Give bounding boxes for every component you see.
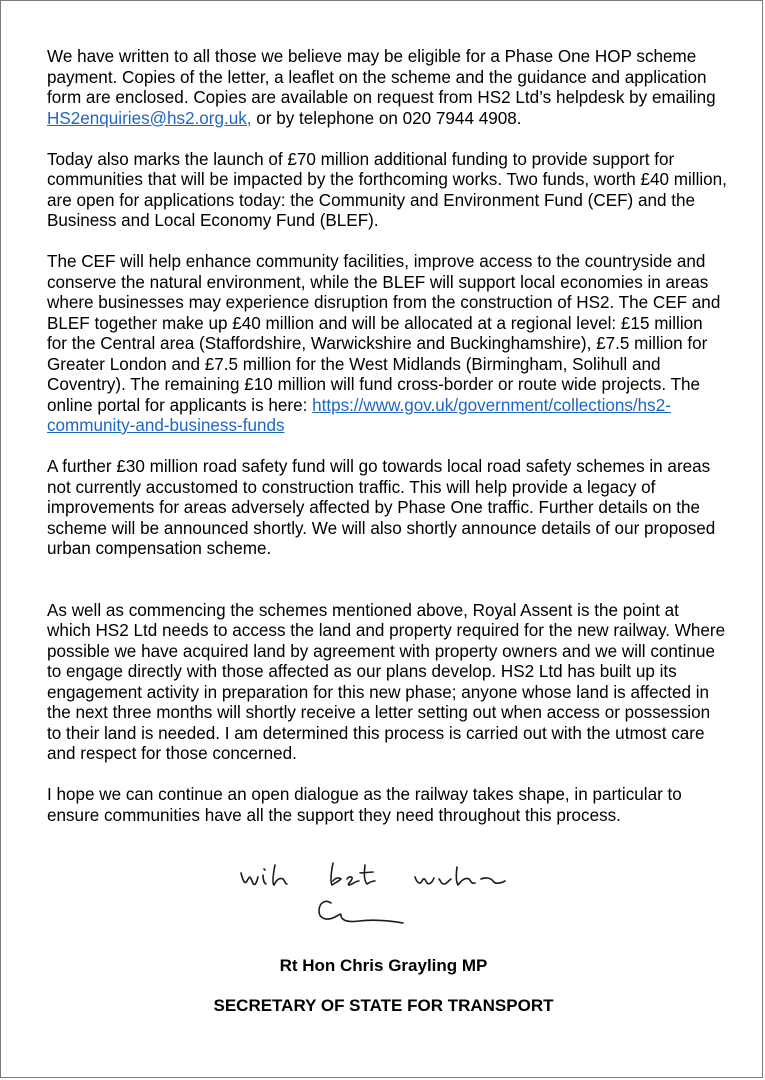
paragraph-funding-launch: Today also marks the launch of £70 million additional funding to provide support for communities that will be impacted by the forthcoming works. Two funds, worth £40 million, are open for applications today: the Community and Environment Fund (CEF) and the Business and Local Economy Fund (BLEF). bbox=[47, 149, 727, 230]
funds-portal-link[interactable]: https://www.gov.uk/government/collections/hs2-community-and-business-funds bbox=[47, 395, 671, 435]
paragraph-hop-text-before: We have written to all those we believe may be eligible for a Phase One HOP scheme payment. Copies of the letter, a leaflet on the scheme and the guidance and application form are enclosed. Copies are available on request from HS2 Ltd’s helpdesk by emailing bbox=[47, 47, 716, 107]
paragraph-road-safety: A further £30 million road safety fund will go towards local road safety schemes in areas not currently accustomed to construction traffic. This will help provide a legacy of improvements for areas adversely affected by Phase One traffic. Further details on the scheme will be announced shortly. We will also shortly announce details of our proposed urban compensation scheme. bbox=[47, 457, 716, 558]
handwritten-signature bbox=[235, 851, 535, 931]
paragraph-hop-text-after: or by telephone on 020 7944 4908. bbox=[251, 108, 522, 128]
paragraph-cef-blef bbox=[47, 252, 727, 437]
paragraph-closing: I hope we can continue an open dialogue as the railway takes shape, in particular to ensure communities have all the support they need throughout this process. bbox=[47, 785, 682, 825]
helpdesk-email-link[interactable]: HS2enquiries@hs2.org.uk, bbox=[47, 108, 252, 128]
signatory-name: Rt Hon Chris Grayling MP bbox=[279, 956, 488, 975]
paragraph-royal-assent: As well as commencing the schemes mentioned above, Royal Assent is the point at which HS2 Ltd needs to access the land and property required for the new railway. Where possible we have acquired land by agreement with property owners and we will continue to engage directly with those affected as our plans develop. HS2 Ltd has built up its engagement activity in preparation for this new phase; anyone whose land is affected in the next three months will shortly receive a letter setting out when access or possession to their land is needed. I am determined this process is carried out with the utmost care and respect for those concerned. bbox=[47, 600, 726, 763]
signatory-title: SECRETARY OF STATE FOR TRANSPORT bbox=[213, 996, 554, 1015]
paragraph-hop-scheme bbox=[47, 47, 727, 129]
letter-body bbox=[47, 47, 727, 826]
paragraph-cef-blef-text: The CEF will help enhance community facilities, improve access to the countryside and conserve the natural environment, while the BLEF will support local economies in areas where businesses may experience disruption from the construction of HS2. The CEF and BLEF together make up £40 million and will be allocated at a regional level: £15 million for the Central area (Staffordshire, Warwickshire and Buckinghamshire), £7.5 million for Greater London and £7.5 million for the West Midlands (Birmingham, Solihull and Coventry). The remaining £10 million will fund cross-border or route wide projects. The online portal for applicants is here: bbox=[47, 252, 721, 415]
